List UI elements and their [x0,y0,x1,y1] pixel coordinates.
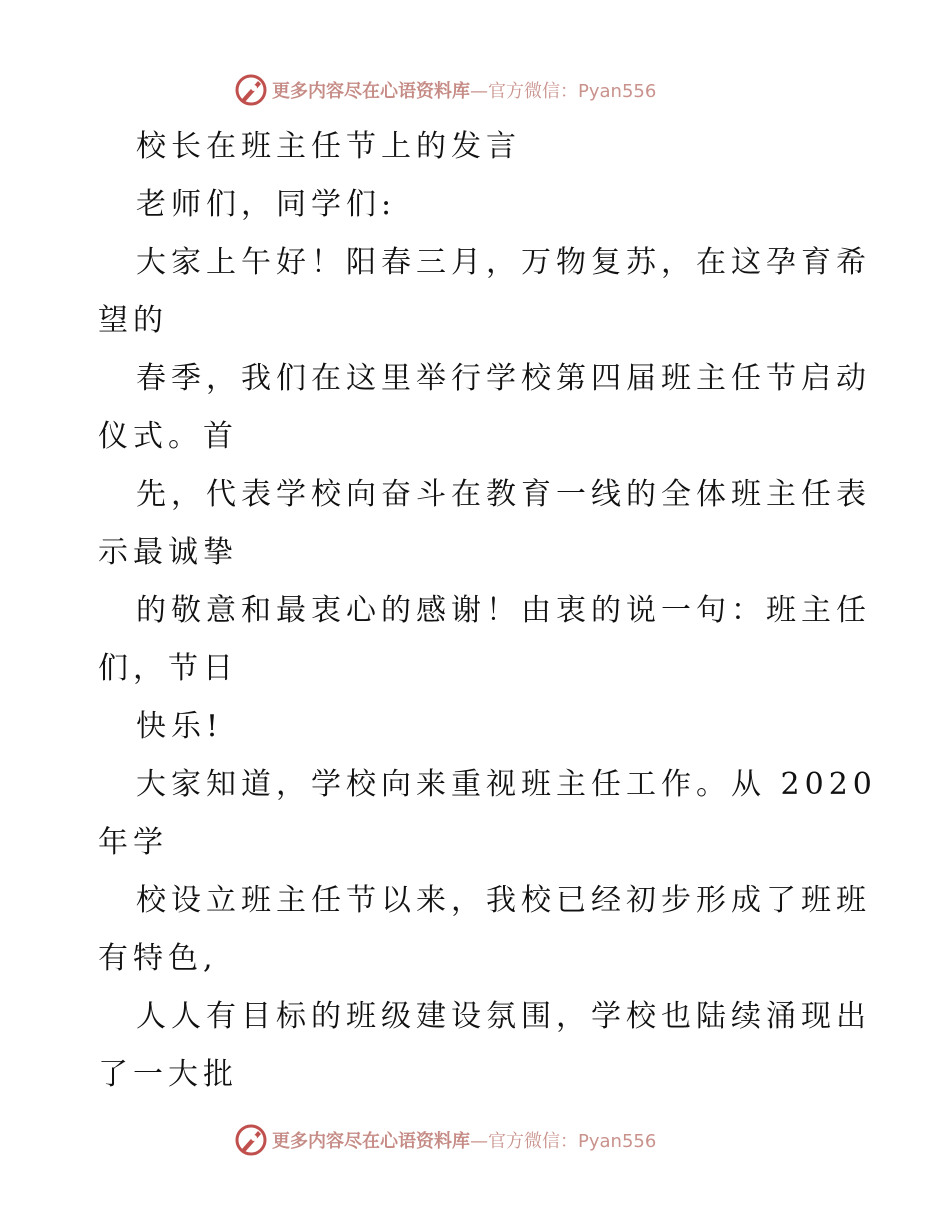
document-body [98,118,877,1104]
text-line: 快乐! [136,709,224,744]
site-name: 更多内容尽在心语资料库 [272,1131,470,1152]
text-line: 老师们，同学们: [136,187,397,222]
text-line: 大家知道，学校向来重视班主任工作。从 2020 [136,767,877,802]
banner-separator: — [470,1131,488,1152]
text-line: 了一大批 [98,1057,238,1092]
wechat-label: 官方微信： [488,1131,578,1152]
site-name: 更多内容尽在心语资料库 [272,81,470,102]
pen-logo-icon [234,1123,268,1157]
text-line: 们，节日 [98,651,238,686]
text-line: 春季，我们在这里举行学校第四届班主任节启动 [136,361,871,396]
text-line: 望的 [98,303,168,338]
text-line: 先，代表学校向奋斗在教育一线的全体班主任表 [136,477,871,512]
banner-text [272,1127,656,1153]
banner-separator: — [470,81,488,102]
pen-logo-icon [234,73,268,107]
text-line: 人人有目标的班级建设氛围，学校也陆续涌现出 [136,999,871,1034]
wechat-id: Pyan556 [578,81,657,102]
banner-text [272,77,656,103]
text-line: 校长在班主任节上的发言 [136,129,521,164]
text-line: 校设立班主任节以来，我校已经初步形成了班班 [136,883,871,918]
text-line: 大家上午好！阳春三月，万物复苏，在这孕育希 [136,245,871,280]
text-line: 年学 [98,825,168,860]
text-line: 示最诚挚 [98,535,238,570]
wechat-label: 官方微信： [488,81,578,102]
text-line: 仪式。首 [98,419,238,454]
header-banner [234,70,754,110]
footer-banner [234,1120,754,1160]
text-line: 的敬意和最衷心的感谢！由衷的说一句：班主任 [136,593,871,628]
text-line: 有特色, [98,941,218,976]
wechat-id: Pyan556 [578,1131,657,1152]
